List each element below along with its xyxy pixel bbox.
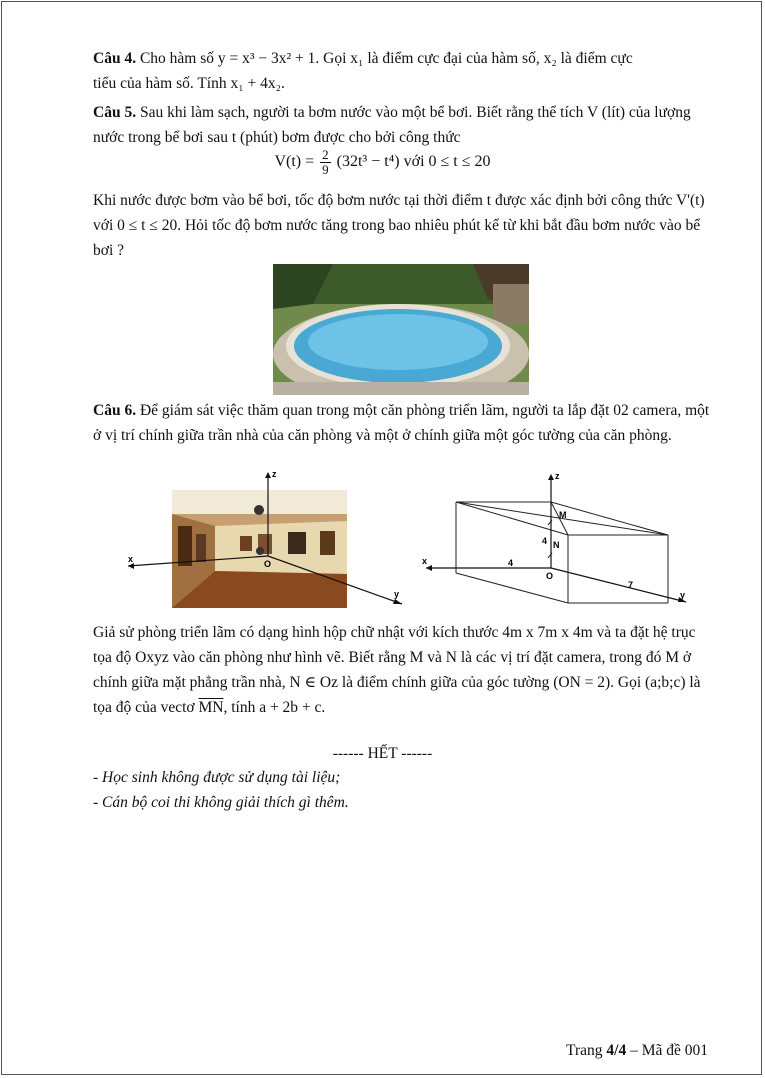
box-label-o: O	[546, 571, 554, 581]
box-label-y: y	[680, 590, 686, 600]
photo-label-x: x	[128, 554, 134, 564]
formula-rhs: (32t³ − t⁴) với 0 ≤ t ≤ 20	[336, 153, 491, 171]
footer-prefix: Trang	[566, 1042, 603, 1059]
q4-label: Câu 4.	[93, 50, 137, 67]
q4-function: y = x³ − 3x² + 1	[217, 50, 316, 67]
q5-text1: Sau khi làm sạch, người ta bơm nước vào một bể bơi. Biết rằng thể tích V (lít) của lượng nước trong bể bơi sau t (phút) bơm được cho bởi công thức	[93, 104, 691, 146]
q6-text2-block	[93, 620, 713, 720]
question-4	[93, 46, 713, 96]
q6-text2: Giả sử phòng triển lãm có dạng hình hộp chữ nhật với kích thước 4m x 7m x 4m và ta đặt hệ trục tọa độ Oxyz vào căn phòng như hình vẽ. Biết rằng M và N là các vị trí đặt camera, trong đó M ở chính giữa mặt phẳng trần nhà, N ∈ Oz là điểm chính giữa của góc tường (ON = 2). Gọi (a;b;c) là tọa độ của vectơ	[93, 624, 701, 716]
footer-page: 4/4	[606, 1042, 627, 1059]
page-footer	[566, 1042, 708, 1060]
q4-line1-a: Cho hàm số	[139, 50, 215, 67]
pool-photo	[273, 264, 529, 395]
box-label-m: M	[559, 510, 567, 520]
formula-lhs: V(t) =	[274, 153, 315, 171]
box-label-z: z	[555, 471, 560, 481]
q5-label: Câu 5.	[93, 104, 137, 121]
question-6	[93, 398, 713, 448]
box-label-4-horizontal: 4	[508, 558, 514, 568]
notes	[93, 765, 713, 815]
note-2: - Cán bộ coi thi không giải thích gì thêm.	[93, 794, 349, 811]
q4-line2: tiểu của hàm số. Tính x₁ + 4x₂.	[93, 75, 285, 92]
photo-label-o: O	[264, 559, 272, 569]
q6-text3: , tính a + 2b + c.	[223, 699, 326, 716]
gallery-figure	[120, 466, 410, 608]
q6-vector: $\overline{MN}$	[198, 699, 224, 716]
q4-line1-b: . Gọi x₁ là điểm cực đại của hàm số, x₂ là điểm cực	[315, 50, 633, 67]
q5-formula	[0, 148, 765, 177]
box-diagram	[418, 470, 693, 610]
box-label-4-vertical: 4	[542, 536, 548, 546]
box-label-n: N	[553, 540, 560, 550]
note-1: - Học sinh không được sử dụng tài liệu;	[93, 769, 341, 786]
question-5	[93, 100, 713, 150]
end-marker: ------ HẾT ------	[332, 745, 433, 762]
footer-suffix: – Mã đề 001	[630, 1042, 708, 1059]
formula-numerator: 2	[322, 147, 329, 162]
formula-fraction	[320, 148, 331, 177]
box-label-7: 7	[628, 580, 634, 590]
photo-label-z: z	[272, 469, 277, 479]
formula-denominator: 9	[322, 162, 329, 177]
box-y-axis	[551, 568, 686, 602]
box-label-x: x	[422, 556, 428, 566]
q6-label: Câu 6.	[93, 402, 137, 419]
q5-text2: Khi nước được bơm vào bể bơi, tốc độ bơm nước tại thời điểm t được xác định bởi công thức V'(t) với 0 ≤ t ≤ 20. Hỏi tốc độ bơm nước tăng trong bao nhiêu phút kể từ khi bắt đầu bơm nước vào bể bơi ?	[93, 192, 705, 259]
q6-text1: Để giám sát việc thăm quan trong một căn phòng triển lãm, người ta lắp đặt 02 camera, một ở vị trí chính giữa trần nhà của căn phòng và một ở chính giữa một góc tường của căn phòng.	[93, 402, 710, 444]
photo-label-y: y	[394, 589, 400, 599]
